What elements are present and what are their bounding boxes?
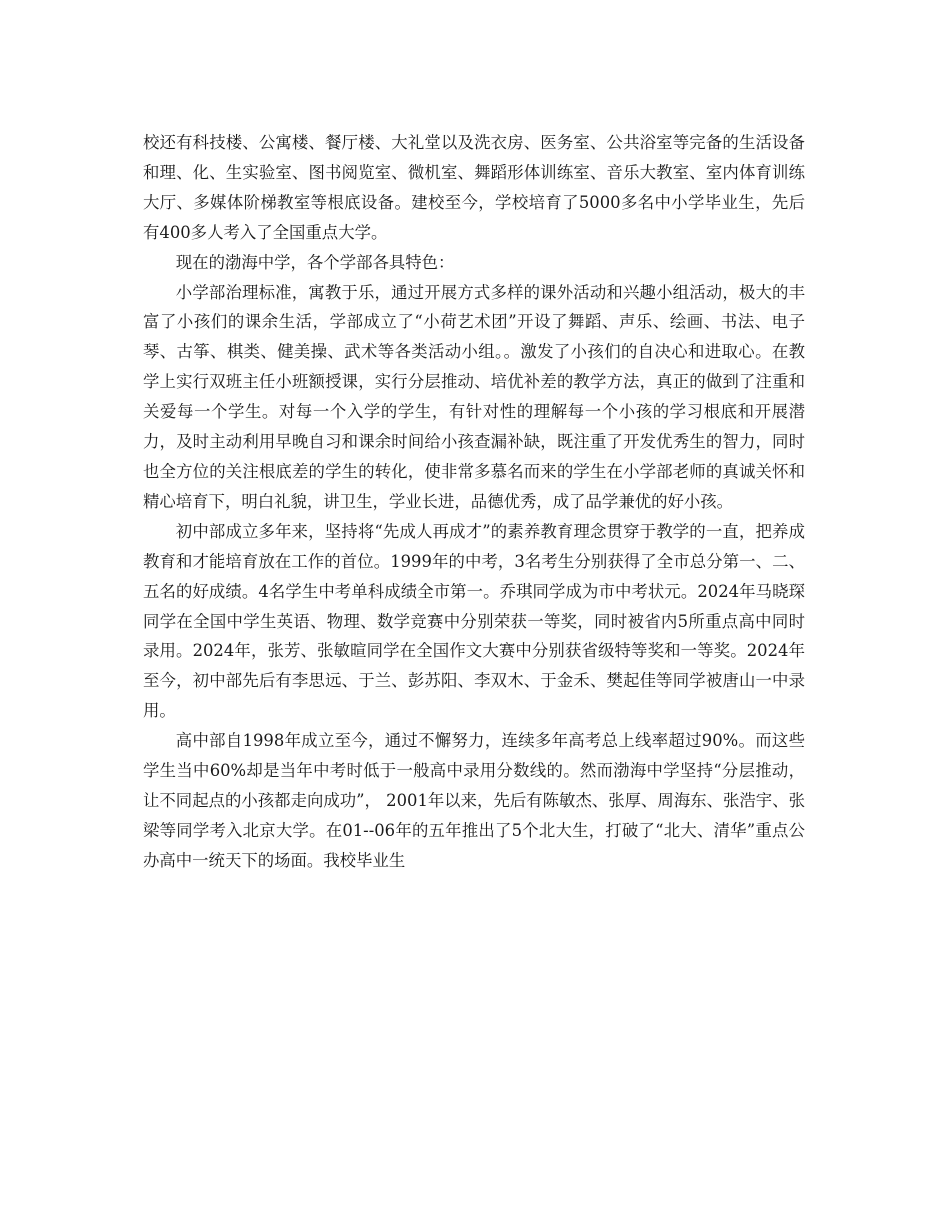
document-page [143, 128, 805, 876]
paragraph-senior-high: 高中部自1998年成立至今，通过不懈努力，连续多年高考总上线率超过90%。而这些学生当中60%却是当年中考时低于一般高中录用分数线的。然而渤海中学坚持“分层推动，让不同起点的小孩都走向成功”， 2001年以来，先后有陈敏杰、张厚、周海东、张浩宇、张梁等同学考入北京大学。在01--06年的五年推出了5个北大生，打破了“北大、清华”重点公办高中一统天下的场面。我校毕业生 [143, 731, 805, 870]
paragraph-facilities: 校还有科技楼、公寓楼、餐厅楼、大礼堂以及洗衣房、医务室、公共浴室等完备的生活设备和理、化、生实验室、图书阅览室、微机室、舞蹈形体训练室、音乐大教室、室内体育训练大厅、多媒体阶梯教室等根底设备。建校至今，学校培育了5000多名中小学毕业生，先后有400多人考入了全国重点大学。 [143, 133, 805, 242]
paragraph-primary-school: 小学部治理标准，寓教于乐，通过开展方式多样的课外活动和兴趣小组活动，极大的丰富了小孩们的课余生活，学部成立了“小荷艺术团”开设了舞蹈、声乐、绘画、书法、电子琴、古筝、棋类、健美操、武术等各类活动小组。。激发了小孩们的自决心和进取心。在教学上实行双班主任小班额授课，实行分层推动、培优补差的教学方法，真正的做到了注重和关爱每一个学生。对每一个入学的学生，有针对性的理解每一个小孩的学习根底和开展潜力，及时主动利用早晚自习和课余时间给小孩查漏补缺，既注重了开发优秀生的智力，同时也全方位的关注根底差的学生的转化，使非常多慕名而来的学生在小学部老师的真诚关怀和精心培育下，明白礼貌，讲卫生，学业长进，品德优秀，成了品学兼优的好小孩。 [143, 282, 805, 511]
paragraph-intro-departments: 现在的渤海中学，各个学部各具特色： [175, 252, 455, 272]
paragraph-junior-high: 初中部成立多年来，坚持将“先成人再成才”的素养教育理念贯穿于教学的一直，把养成教育和才能培育放在工作的首位。1999年的中考，3名考生分别获得了全市总分第一、二、五名的好成绩。4名学生中考单科成绩全市第一。乔琪同学成为市中考状元。2024年马晓琛同学在全国中学生英语、物理、数学竞赛中分别荣获一等奖，同时被省内5所重点高中同时录用。2024年，张芳、张敏暄同学在全国作文大赛中分别获省级特等奖和一等奖。2024年至今，初中部先后有李思远、于兰、彭苏阳、李双木、于金禾、樊起佳等同学被唐山一中录用。 [143, 521, 805, 721]
